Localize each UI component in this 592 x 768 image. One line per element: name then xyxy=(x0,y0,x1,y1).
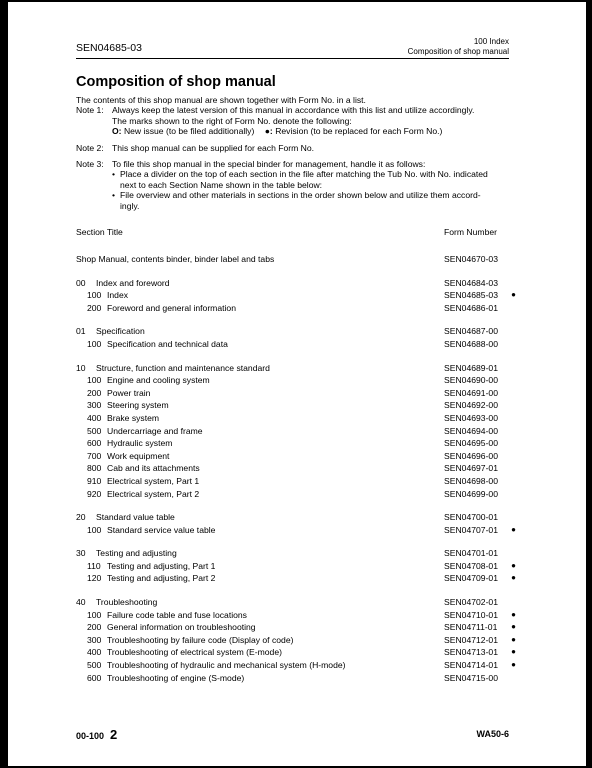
section-title-cell xyxy=(76,412,444,425)
section-title-cell xyxy=(76,475,444,488)
form-number: SEN04712-01 xyxy=(444,634,498,645)
section-title: Index and foreword xyxy=(96,277,170,288)
intro-text: The contents of this shop manual are shown together with Form No. in a list. xyxy=(76,95,366,105)
section-title: Troubleshooting by failure code (Display of code) xyxy=(107,634,294,645)
section-code: 300 xyxy=(87,400,102,411)
form-number: SEN04695-00 xyxy=(444,438,498,449)
section-code: 600 xyxy=(87,672,102,683)
section-title-cell xyxy=(76,450,444,463)
revision-mark-icon: ●: xyxy=(264,126,273,137)
section-title-cell xyxy=(76,659,444,672)
section-title-cell xyxy=(76,572,444,585)
table-row-subsection xyxy=(76,399,516,412)
section-title: General information on troubleshooting xyxy=(107,622,256,633)
section-title: Structure, function and maintenance standard xyxy=(96,362,270,373)
note-2 xyxy=(76,143,510,153)
footer-section-code: 00-100 xyxy=(76,731,105,741)
column-header-section-title: Section Title xyxy=(76,227,123,237)
table-row-subsection xyxy=(76,374,516,387)
section-code: 800 xyxy=(87,463,102,474)
header-section-name: 100 Index xyxy=(473,37,509,46)
section-title: Specification and technical data xyxy=(107,338,228,349)
form-number: SEN04714-01 xyxy=(444,660,498,671)
form-number: SEN04711-01 xyxy=(444,622,498,633)
form-number: SEN04697-01 xyxy=(444,463,498,474)
table-row-section xyxy=(76,325,516,338)
section-title: Power train xyxy=(107,387,151,398)
section-code: 200 xyxy=(87,387,102,398)
section-title: Troubleshooting of hydraulic and mechanical system (H-mode) xyxy=(107,660,346,671)
page-border-top xyxy=(0,0,592,2)
revision-mark-icon: ● xyxy=(511,560,516,570)
table-row-section xyxy=(76,596,516,609)
revision-mark-icon: ● xyxy=(511,573,516,583)
header-subsection-name: Composition of shop manual xyxy=(407,47,509,56)
form-number: SEN04699-00 xyxy=(444,488,498,499)
form-number: SEN04670-03 xyxy=(444,254,498,264)
group-spacer xyxy=(76,314,516,325)
intro-block xyxy=(76,95,510,211)
form-number: SEN04687-00 xyxy=(444,326,498,337)
section-code: 500 xyxy=(87,425,102,436)
header-rule xyxy=(76,58,509,59)
form-number: SEN04689-01 xyxy=(444,362,498,373)
section-code: 20 xyxy=(76,512,86,523)
form-number: SEN04709-01 xyxy=(444,573,498,584)
form-number: SEN04685-03 xyxy=(444,290,498,301)
footer-page-number: 2 xyxy=(110,727,118,742)
note-1-label: Note 1: xyxy=(76,105,104,116)
section-title-cell xyxy=(76,596,444,609)
note-3-bullet-1 xyxy=(112,169,510,190)
page-border-right xyxy=(586,0,592,768)
revision-mark-icon: ● xyxy=(511,622,516,632)
column-header-form-number: Form Number xyxy=(444,227,498,237)
mark-revision-legend xyxy=(265,126,443,136)
bullet-icon: • xyxy=(112,169,116,180)
table-row-subsection xyxy=(76,450,516,463)
section-title-cell xyxy=(76,672,444,685)
section-code: 400 xyxy=(87,647,102,658)
form-number: SEN04684-03 xyxy=(444,277,498,288)
section-title: Standard service value table xyxy=(107,524,216,535)
section-title-cell xyxy=(76,547,444,560)
bullet-icon: • xyxy=(112,190,116,201)
section-title-cell xyxy=(76,560,444,573)
contents-table xyxy=(76,253,516,684)
note-3-text: To file this shop manual in the special binder for management, handle it as follows: xyxy=(112,159,426,170)
section-code: 920 xyxy=(87,488,102,499)
section-code: 01 xyxy=(76,326,86,337)
section-title-cell xyxy=(76,646,444,659)
new-mark-icon: O: xyxy=(112,126,122,137)
section-title-cell xyxy=(76,338,444,351)
section-title: Electrical system, Part 2 xyxy=(107,488,200,499)
section-title: Failure code table and fuse locations xyxy=(107,609,247,620)
section-title: Electrical system, Part 1 xyxy=(107,475,200,486)
group-spacer xyxy=(76,266,516,277)
section-title-cell xyxy=(76,325,444,338)
table-row-section xyxy=(76,547,516,560)
form-number: SEN04696-00 xyxy=(444,450,498,461)
header-doc-code: SEN04685-03 xyxy=(76,42,142,54)
mark-new-text: New issue (to be filed additionally) xyxy=(123,126,255,137)
revision-mark-icon: ● xyxy=(511,524,516,534)
table-row-subsection xyxy=(76,646,516,659)
section-code: 400 xyxy=(87,412,102,423)
revision-mark-icon: ● xyxy=(511,660,516,670)
form-number: SEN04693-00 xyxy=(444,412,498,423)
table-row-section xyxy=(76,511,516,524)
section-title-cell xyxy=(76,425,444,438)
section-title: Hydraulic system xyxy=(107,438,173,449)
section-title: Undercarriage and frame xyxy=(107,425,203,436)
form-number: SEN04692-00 xyxy=(444,400,498,411)
note-3-bullet-2 xyxy=(112,190,510,211)
mark-revision-text: Revision (to be replaced for each Form No.) xyxy=(275,126,443,137)
footer-page-ref xyxy=(76,727,117,742)
form-number: SEN04710-01 xyxy=(444,609,498,620)
section-title-cell xyxy=(76,399,444,412)
section-code: 500 xyxy=(87,660,102,671)
form-number: SEN04694-00 xyxy=(444,425,498,436)
section-code: 200 xyxy=(87,302,102,313)
note-3-label: Note 3: xyxy=(76,159,104,170)
section-title: Shop Manual, contents binder, binder label and tabs xyxy=(76,254,275,264)
header-section xyxy=(408,37,509,57)
table-row-subsection xyxy=(76,572,516,585)
section-title: Steering system xyxy=(107,400,169,411)
section-title: Troubleshooting of engine (S-mode) xyxy=(107,672,245,683)
table-row-subsection xyxy=(76,289,516,302)
section-title: Testing and adjusting, Part 1 xyxy=(107,560,216,571)
section-code: 700 xyxy=(87,450,102,461)
page-border-left xyxy=(0,0,8,768)
table-row-section xyxy=(76,253,516,266)
section-code: 100 xyxy=(87,375,102,386)
note-3 xyxy=(76,159,510,211)
section-title: Index xyxy=(107,290,129,301)
table-row-section xyxy=(76,362,516,375)
section-title-cell xyxy=(76,374,444,387)
section-code: 100 xyxy=(87,338,102,349)
section-title-cell xyxy=(76,462,444,475)
note-3-bullet-1-line-1: Place a divider on the top of each section in the file after matching the Tub No. with No. indicated xyxy=(120,169,488,180)
section-title: Testing and adjusting, Part 2 xyxy=(107,573,216,584)
note-1 xyxy=(76,105,510,115)
section-title-cell xyxy=(76,511,444,524)
section-code: 100 xyxy=(87,524,102,535)
table-row-subsection xyxy=(76,659,516,672)
table-row-subsection xyxy=(76,437,516,450)
section-code: 10 xyxy=(76,362,86,373)
form-number: SEN04715-00 xyxy=(444,672,498,683)
section-title-cell xyxy=(76,488,444,501)
note-3-bullet-2-line-2: ingly. xyxy=(120,200,140,211)
table-row-section xyxy=(76,277,516,290)
form-number: SEN04691-00 xyxy=(444,387,498,398)
section-title-cell xyxy=(76,609,444,622)
section-code: 30 xyxy=(76,548,86,559)
note-2-label: Note 2: xyxy=(76,142,104,153)
group-spacer xyxy=(76,500,516,511)
section-code: 110 xyxy=(87,560,101,571)
form-number: SEN04700-01 xyxy=(444,512,498,523)
section-title: Engine and cooling system xyxy=(107,375,210,386)
section-title-cell xyxy=(76,621,444,634)
table-row-subsection xyxy=(76,560,516,573)
table-row-subsection xyxy=(76,462,516,475)
section-code: 910 xyxy=(87,475,102,486)
note-3-bullet-2-line-1: File overview and other materials in sections in the order shown below and utilize them accord- xyxy=(120,190,481,201)
section-title-cell xyxy=(76,524,444,537)
table-row-subsection xyxy=(76,621,516,634)
section-title-cell xyxy=(76,302,444,315)
section-code: 300 xyxy=(87,634,102,645)
form-number: SEN04688-00 xyxy=(444,338,498,349)
section-title-cell xyxy=(76,277,444,290)
note-2-text: This shop manual can be supplied for each Form No. xyxy=(112,142,315,153)
section-code: 120 xyxy=(87,573,102,584)
revision-mark-icon: ● xyxy=(511,634,516,644)
table-row-subsection xyxy=(76,609,516,622)
section-title: Work equipment xyxy=(107,450,170,461)
section-title: Troubleshooting xyxy=(96,597,158,608)
group-spacer xyxy=(76,536,516,547)
note-1-marks xyxy=(76,116,510,137)
section-code: 100 xyxy=(87,609,102,620)
section-title: Foreword and general information xyxy=(107,302,236,313)
note-3-bullet-1-line-2: next to each Section Name shown in the table below: xyxy=(120,179,323,190)
form-number: SEN04698-00 xyxy=(444,475,498,486)
table-row-subsection xyxy=(76,302,516,315)
section-title: Troubleshooting of electrical system (E-mode) xyxy=(107,647,282,658)
page-title: Composition of shop manual xyxy=(76,74,276,90)
section-title: Cab and its attachments xyxy=(107,463,200,474)
section-title-cell xyxy=(76,289,444,302)
group-spacer xyxy=(76,351,516,362)
form-number: SEN04713-01 xyxy=(444,647,498,658)
revision-mark-icon: ● xyxy=(511,290,516,300)
form-number: SEN04707-01 xyxy=(444,524,498,535)
section-title: Standard value table xyxy=(96,512,175,523)
section-title-cell xyxy=(76,437,444,450)
revision-mark-icon: ● xyxy=(511,647,516,657)
table-row-subsection xyxy=(76,672,516,685)
section-code: 40 xyxy=(76,597,86,608)
section-title-cell xyxy=(76,362,444,375)
section-code: 600 xyxy=(87,438,102,449)
section-code: 00 xyxy=(76,277,86,288)
section-title-cell xyxy=(76,387,444,400)
mark-new-legend xyxy=(112,126,254,136)
form-number: SEN04708-01 xyxy=(444,560,498,571)
table-row-subsection xyxy=(76,412,516,425)
section-code: 100 xyxy=(87,290,102,301)
table-row-subsection xyxy=(76,524,516,537)
section-title-cell xyxy=(76,253,444,266)
table-row-subsection xyxy=(76,387,516,400)
note-1-text: Always keep the latest version of this manual in accordance with this list and utilize accordingly. xyxy=(112,105,475,116)
form-number: SEN04686-01 xyxy=(444,302,498,313)
footer-model: WA50-6 xyxy=(476,729,509,739)
section-title: Brake system xyxy=(107,412,160,423)
table-row-subsection xyxy=(76,475,516,488)
section-title-cell xyxy=(76,634,444,647)
table-row-subsection xyxy=(76,488,516,501)
section-title: Specification xyxy=(96,326,145,337)
section-title: Testing and adjusting xyxy=(96,548,177,559)
table-row-subsection xyxy=(76,338,516,351)
form-number: SEN04702-01 xyxy=(444,597,498,608)
table-row-subsection xyxy=(76,425,516,438)
group-spacer xyxy=(76,585,516,596)
form-number: SEN04701-01 xyxy=(444,548,498,559)
revision-mark-icon: ● xyxy=(511,609,516,619)
table-row-subsection xyxy=(76,634,516,647)
note-1-text2: The marks shown to the right of Form No. denote the following: xyxy=(112,115,352,126)
note-3-body xyxy=(112,159,510,211)
section-code: 200 xyxy=(87,622,102,633)
form-number: SEN04690-00 xyxy=(444,375,498,386)
